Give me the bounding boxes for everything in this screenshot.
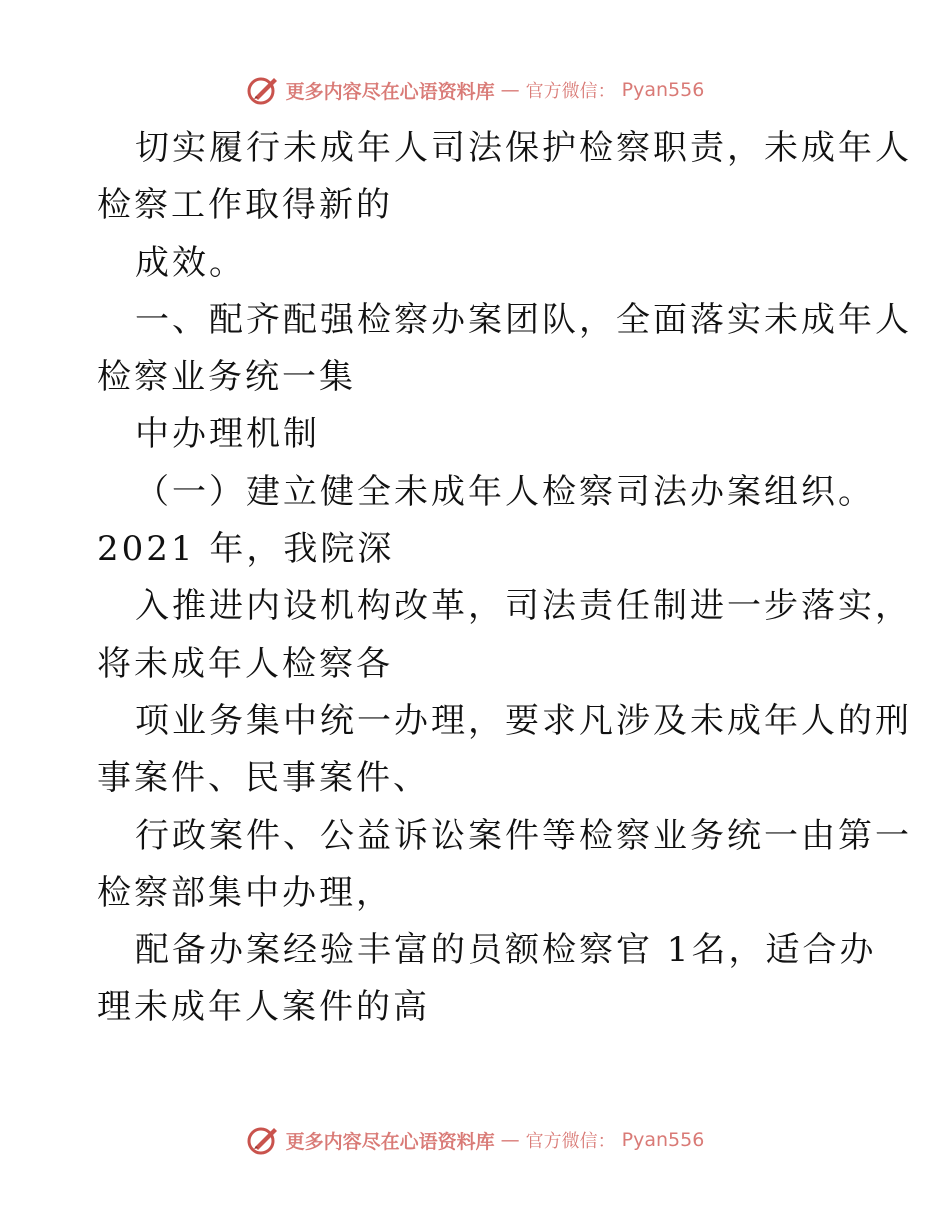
watermark-contact-label: 官方微信：: [525, 1131, 616, 1152]
footer-watermark: [0, 1120, 950, 1160]
text-line: 切实履行未成年人司法保护检察职责，未成年人: [135, 128, 912, 168]
watermark-contact-label: 官方微信：: [525, 81, 616, 102]
text-line: 检察工作取得新的: [97, 185, 393, 226]
header-watermark: [0, 70, 950, 110]
watermark-dash: —: [500, 1129, 520, 1151]
text-line: 将未成年人检察各: [97, 643, 393, 684]
watermark-site-text: 更多内容尽在心语资料库: [285, 80, 495, 103]
text-line: 项业务集中统一办理，要求凡涉及未成年人的刑: [135, 700, 912, 741]
text-line: 成效。: [135, 242, 246, 283]
text-line: 事案件、民事案件、: [97, 758, 430, 799]
watermark-wechat-id: Pyan556: [621, 79, 705, 101]
watermark-site-text: 更多内容尽在心语资料库: [285, 1130, 495, 1153]
text-line: （一）建立健全未成年人检察司法办案组织。: [135, 471, 875, 512]
watermark-wechat-id: Pyan556: [621, 1129, 705, 1151]
document-body: [97, 120, 912, 1037]
quill-logo-icon: [246, 73, 280, 107]
text-line: 2021 年，我院深: [97, 529, 395, 570]
text-line: 行政案件、公益诉讼案件等检察业务统一由第一: [135, 815, 912, 856]
text-line: 配备办案经验丰富的员额检察官 1名，适合办: [135, 930, 877, 971]
text-line: 入推进内设机构改革，司法责任制进一步落实，: [135, 586, 912, 627]
text-line: 一、配齐配强检察办案团队，全面落实未成年人: [135, 299, 912, 340]
quill-logo-icon: [246, 1123, 280, 1157]
text-line: 检察部集中办理，: [97, 872, 393, 913]
text-line: 中办理机制: [135, 414, 320, 455]
watermark-dash: —: [500, 79, 520, 101]
text-line: 理未成年人案件的高: [97, 987, 430, 1028]
text-line: 检察业务统一集: [97, 357, 356, 398]
